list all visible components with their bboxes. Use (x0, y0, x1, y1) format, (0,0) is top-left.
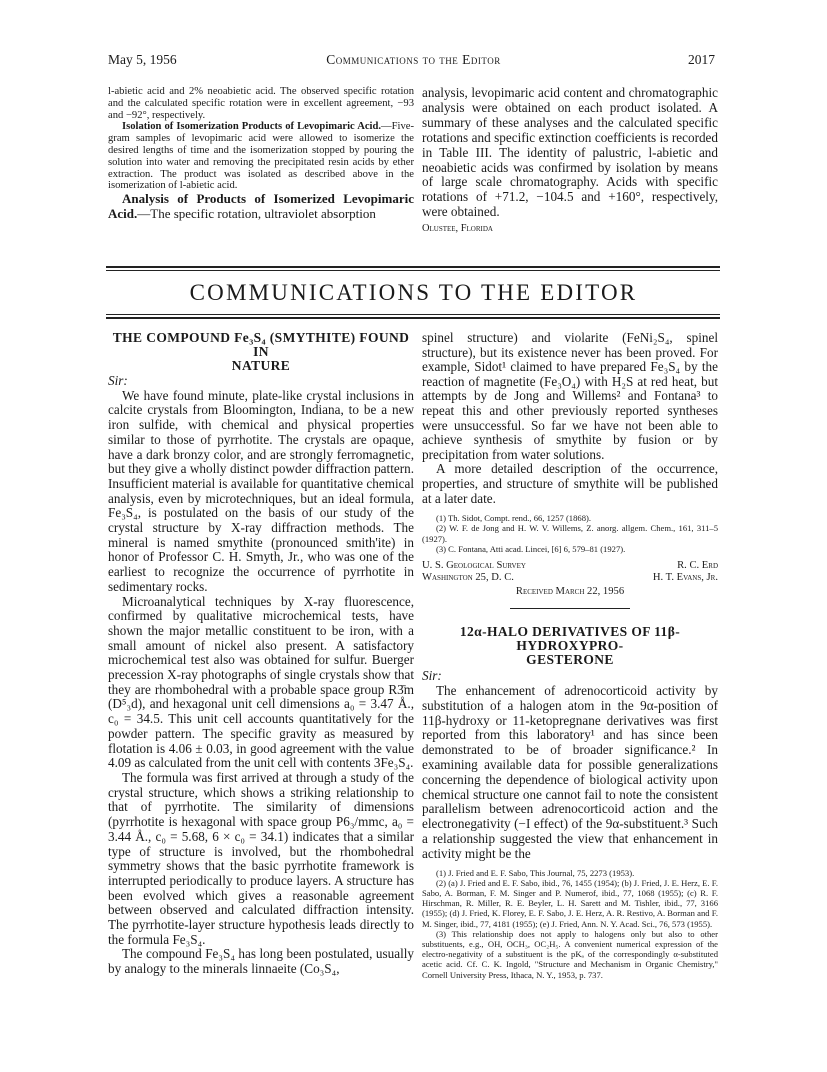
author-location: Olustee, Florida (422, 223, 493, 235)
body-paragraph: The formula was first arrived at through a study of the crystal structure, which shows a striking relationship to that of pyrrhotite. The similarity of dimensions (pyrrhotite is hexagonal with space group P6₃/mmc, a₀ = 3.44 Å., c₀ = 5.68, 6 × c₀ = 34.1) indicates that a similar type of structure is involved, but the rhombohedral symmetry shows that the basic pyrrhotite framework is interrupted periodically to produce layers. A structure has been evolved which gives a reasonable agreement between observed and calculated diffraction intensity. The pyrrhotite-layer structure hypothesis leads directly to the formula Fe₃S₄. (108, 769, 414, 947)
prev-article-left-column (108, 86, 414, 221)
footnotes (422, 513, 718, 554)
running-title: Communications to the Editor (326, 52, 501, 67)
divider-top-thin (106, 270, 720, 271)
article-smythite-left (108, 331, 414, 977)
prev-paragraph: —The specific rotation, ultraviolet absorption (137, 205, 376, 221)
affiliation: U. S. Geological Survey (422, 559, 526, 571)
footnote: (1) Th. Sidot, Compt. rend., 66, 1257 (1868). (436, 513, 591, 524)
page-date: May 5, 1956 (108, 52, 177, 67)
divider-bottom-thin (106, 314, 720, 315)
section-title: COMMUNICATIONS TO THE EDITOR (189, 280, 638, 305)
article-smythite-right (422, 331, 718, 980)
author-name: R. C. Erd (677, 559, 718, 571)
article-title-line-1: THE COMPOUND Fe₃S₄ (SMYTHITE) FOUND IN (112, 330, 410, 359)
body-paragraph: Microanalytical techniques by X-ray fluorescence, confirmed by qualitative microchemical tests, have shown the major metallic constituent to be iron, with a small amount of nickel also present. A satisfactory microchemical test also was obtained for sulfur. Buerger precession X-ray photographs of single crystals show that they are rhombohedral with a probable space group R3̄m (D⁵₃d), and hexagonal unit cell dimensions a₀ = 3.47 Å., c₀ = 34.5. This unit cell accounts quantitatively for the powder pattern. The specific gravity as measured by flotation is 4.06 ± 0.03, in good agreement with the value 4.09 as calculated from the unit cell with contents 3Fe₃S₄. (108, 593, 414, 771)
section-heading-analysis: Analysis of Products of Isomerized Levopimaric Acid. (108, 191, 414, 221)
article-title-line-1: 12α-HALO DERIVATIVES OF 11β-HYDROXYPRO- (459, 624, 681, 654)
article-title-line-2: NATURE (231, 358, 291, 373)
article-separator (510, 608, 630, 609)
footnotes (422, 868, 718, 980)
footnote: (2) (a) J. Fried and E. F. Sabo, ibid., 76, 1455 (1954); (b) J. Fried, J. E. Herz, E. F. Sabo, A. Borman, F. M. Singer and P. Numerof, ibid., 77, 1068 (1955); (c) R. F. Hirschman, R. Miller, R. E. Beyler, L. H. Sarett and M. Tishler, ibid., 77, 3166 (1955); (d) J. Fried, K. Florey, E. F. Sabo, J. E. Herz, A. R. Restivo, A. Borman and F. M. Singer, ibid., 77, 4181 (1955); (e) J. Fried, Ann. N. Y. Acad. Sci., 76, 573 (1955). (422, 877, 718, 929)
salutation: Sir: (108, 373, 128, 388)
article-title (422, 625, 718, 667)
prev-article-right-column (422, 86, 718, 237)
footnote: (2) W. F. de Jong and H. W. V. Willems, Z. anorg. allgem. Chem., 161, 311–5 (1927). (422, 523, 718, 544)
divider-bottom (106, 317, 720, 319)
salutation: Sir: (422, 668, 442, 684)
footnote: (3) This relationship does not apply to halogens only but also to other substituents, e.g., OH, OCH₃, OC₂H₅. A convenient numerical expression of the electro-negativity of a substituent is the pKₐ of the correspondingly α-substituted acetic acid. Cf. C. K. Ingold, "Structure and Mechanism in Organic Chemistry," Cornell University Press, Ithaca, N. Y., 1953, p. 737. (422, 928, 718, 980)
footnote: (1) J. Fried and E. F. Sabo, This Journal, 75, 2273 (1953). (436, 867, 635, 878)
body-paragraph: The compound Fe₃S₄ has long been postulated, usually by analogy to the minerals linnaeite (Co₃S₄, (108, 946, 414, 977)
affiliation-address: Washington 25, D. C. (422, 572, 514, 584)
divider-top (106, 266, 720, 268)
author-name: H. T. Evans, Jr. (652, 572, 718, 584)
article-title-line-2: GESTERONE (526, 652, 614, 668)
prev-paragraph: analysis, levopimaric acid content and chromatographic analysis were obtained on each product isolated. A summary of these analyses and the calculated specific rotations and specific extinction coefficients is recorded in Table III. The identity of palustric, l-abietic and neoabietic acids was confirmed by isolation by means of large scale chromatography. Acids with specific rotations of +71.2, −104.5 and +160°, respectively, were obtained. (422, 85, 718, 220)
section-heading-isolation: Isolation of Isomerization Products of Levopimaric Acid. (122, 121, 382, 133)
footnote: (3) C. Fontana, Atti acad. Lincei, [6] 6, 579–81 (1927). (436, 543, 626, 554)
prev-paragraph: —Five-gram samples of levopimaric acid were allowed to isomerize the desired lengths of time and the isomerization stopped by pouring the solution into water and removing the precipitated resin acids by ether extraction. The product was isolated as described above in the isomerization of l-abietic acid. (108, 121, 414, 192)
page-number: 2017 (688, 52, 715, 67)
body-paragraph: spinel structure) and violarite (FeNi₂S₄, spinel structure), but its existence never has been proved. For example, Sidot¹ claimed to have prepared Fe₃S₄ by the reaction of magnetite (Fe₃O₄) with H₂S at red heat, but attempts by de Jong and Willems² and Fontana³ to repeat this and other previously reported syntheses were unsuccessful. So far we have not been able to achieve synthesis of smythite by fusion or by precipitation from water solutions. (422, 330, 718, 462)
prev-paragraph: l-abietic acid and 2% neoabietic acid. The observed specific rotation and the calculated specific rotation were in excellent agreement, −93 and −92°, respectively. (108, 86, 414, 121)
article-title (108, 331, 414, 373)
author-affiliation-block (422, 560, 718, 598)
body-paragraph: The enhancement of adrenocorticoid activity by substitution of a halogen atom in the 9α-position of 11β-hydroxy or 11-ketopregnane derivatives was first reported from this laboratory¹ and has since been demonstrated to be of broader significance.² In examining available data for possible generalizations concerning the dependence of biological activity upon chemical structure one cannot fail to note the consistent parallelism between adrenocorticoid action and the electronegativity (−I effect) of the 9α-substituent.³ Such a relationship suggested the view that enhancement in activity might be the (422, 682, 718, 861)
body-paragraph: We have found minute, plate-like crystal inclusions in calcite crystals from Bloomington, Indiana, to be a new iron sulfide, with chemical and physical properties similar to those of pyrrhotite. The crystals are opaque, have a dark bronzy color, and are strongly ferromagnetic, but they give a wholly distinct powder diffraction pattern. Insufficient material is available for quantitative chemical analysis, even by microtechniques, but an ideal formula, Fe₃S₄, is postulated on the basis of our study of the crystal structure by X-ray diffraction methods. The mineral is named smythite (pronounced smith'ite) in honor of Professor C. H. Smyth, Jr., who was one of the earliest to recognize the occurrence of pyrrhotite in sedimentary rocks. (108, 387, 414, 594)
body-paragraph: A more detailed description of the occurrence, properties, and structure of smythite will be published at a later date. (422, 461, 718, 506)
received-date: Received March 22, 1956 (515, 585, 625, 597)
